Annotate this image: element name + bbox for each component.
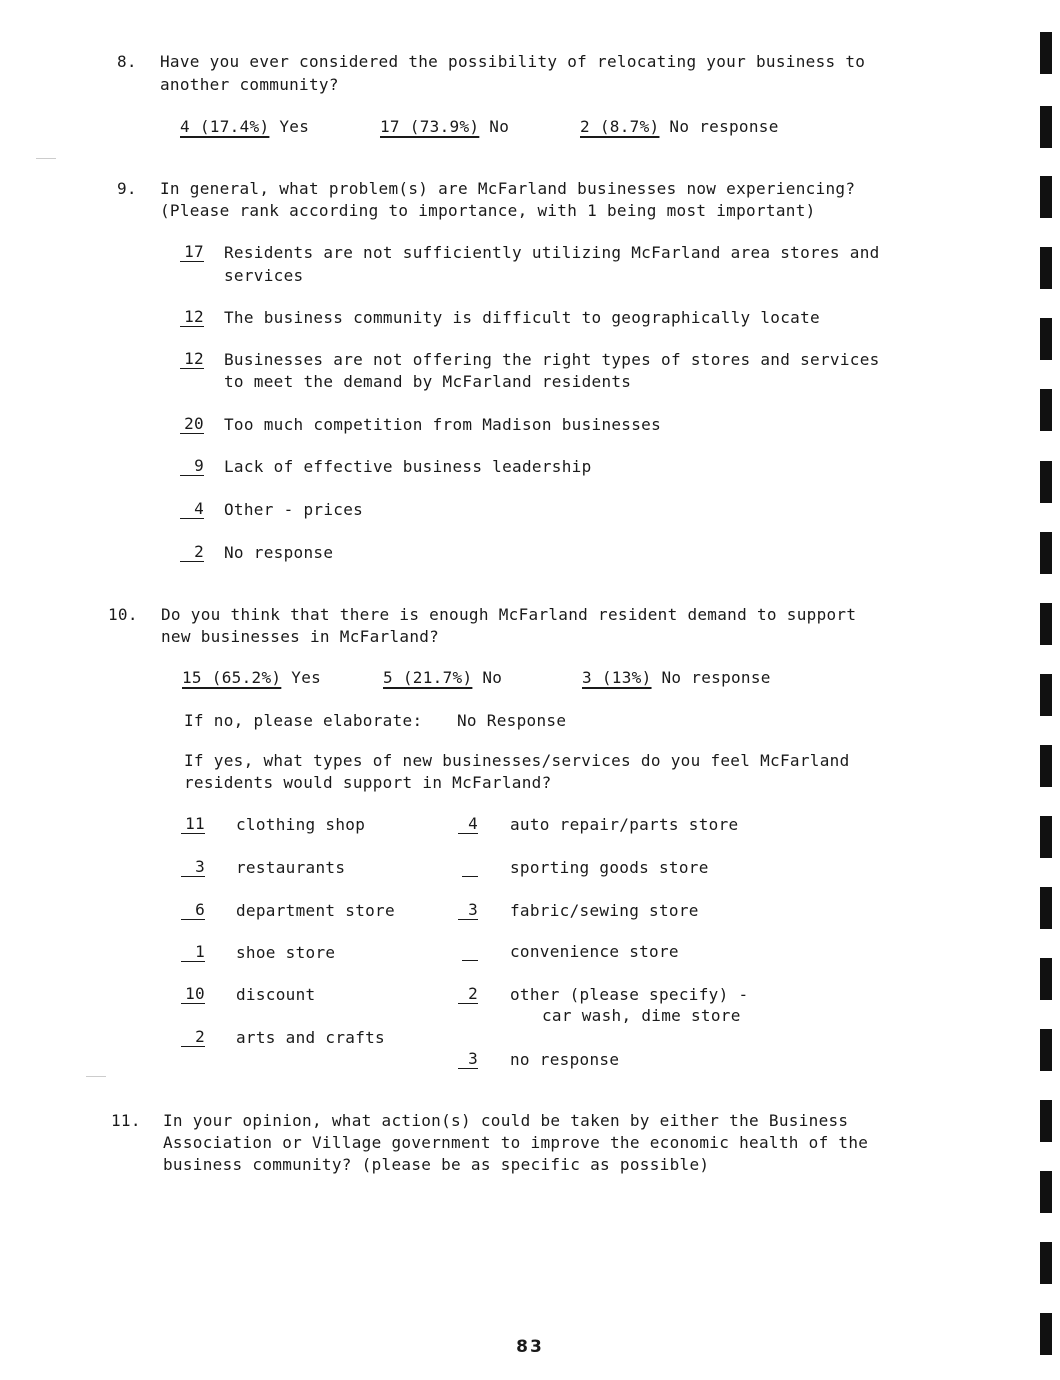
business-type: shoe store xyxy=(236,943,336,962)
business-type: sporting goods store xyxy=(510,858,709,877)
business-type: convenience store xyxy=(510,942,679,961)
problem-item: services xyxy=(224,266,304,285)
problem-item: Lack of effective business leadership xyxy=(224,457,592,476)
problem-item: Too much competition from Madison businesses xyxy=(224,415,662,434)
binding-mark xyxy=(1040,958,1052,1000)
rank-value: 17 xyxy=(180,243,204,262)
business-type: fabric/sewing store xyxy=(510,901,699,920)
elaborate-prompt: If no, please elaborate: xyxy=(184,711,423,730)
binding-mark xyxy=(1040,32,1052,74)
binding-mark xyxy=(1040,745,1052,787)
answer-count: 2 (8.7%) xyxy=(580,117,660,136)
problem-item: The business community is difficult to geographically locate xyxy=(224,308,820,327)
answer-label: No response xyxy=(669,117,779,136)
rank-value: 12 xyxy=(180,350,204,369)
problem-item: No response xyxy=(224,543,334,562)
business-type: no response xyxy=(510,1050,620,1069)
business-count xyxy=(462,942,478,961)
business-type: arts and crafts xyxy=(236,1028,385,1047)
binding-mark xyxy=(1040,887,1052,929)
business-type: auto repair/parts store xyxy=(510,815,739,834)
answer-count: 4 (17.4%) xyxy=(180,117,270,136)
elaborate-response: No Response xyxy=(457,711,567,730)
question-text: In general, what problem(s) are McFarland businesses now experiencing? xyxy=(160,179,856,198)
answer-option xyxy=(180,117,309,136)
binding-mark xyxy=(1040,176,1052,218)
binding-mark xyxy=(1040,1171,1052,1213)
rank-value: 12 xyxy=(180,308,204,327)
problem-item: Residents are not sufficiently utilizing McFarland area stores and xyxy=(224,243,880,262)
answer-label: Yes xyxy=(279,117,310,136)
scan-mark xyxy=(86,1076,106,1077)
answer-count: 17 (73.9%) xyxy=(380,117,480,136)
binding-mark xyxy=(1040,816,1052,858)
answer-count: 15 (65.2%) xyxy=(182,668,282,687)
question-number: 8. xyxy=(117,52,137,71)
rank-value: 2 xyxy=(180,543,204,562)
followup-question: If yes, what types of new businesses/services do you feel McFarland xyxy=(184,751,850,770)
question-text: Association or Village government to improve the economic health of the xyxy=(163,1133,869,1152)
answer-option xyxy=(182,668,321,687)
binding-mark xyxy=(1040,674,1052,716)
business-count: 11 xyxy=(181,815,205,834)
business-count xyxy=(462,858,478,877)
business-count: 6 xyxy=(181,901,205,920)
problem-item: Businesses are not offering the right types of stores and services xyxy=(224,350,880,369)
answer-label: No xyxy=(489,117,510,136)
question-text: (Please rank according to importance, with 1 being most important) xyxy=(160,201,816,220)
binding-mark xyxy=(1040,532,1052,574)
business-count: 4 xyxy=(458,815,478,834)
question-number: 10. xyxy=(108,605,138,624)
followup-question: residents would support in McFarland? xyxy=(184,773,552,792)
binding-mark xyxy=(1040,1100,1052,1142)
binding-mark xyxy=(1040,603,1052,645)
rank-value: 4 xyxy=(180,500,204,519)
business-count: 3 xyxy=(181,858,205,877)
binding-mark xyxy=(1040,106,1052,148)
business-type: discount xyxy=(236,985,316,1004)
answer-count: 3 (13%) xyxy=(582,668,652,687)
answer-option xyxy=(582,668,771,687)
answer-label: No xyxy=(482,668,503,687)
question-text: In your opinion, what action(s) could be taken by either the Business xyxy=(163,1111,849,1130)
business-count: 3 xyxy=(458,901,478,920)
business-count: 2 xyxy=(181,1028,205,1047)
business-type-detail: car wash, dime store xyxy=(542,1006,741,1025)
business-type: department store xyxy=(236,901,395,920)
question-text: Do you think that there is enough McFarland resident demand to support xyxy=(161,605,857,624)
page-number: 83 xyxy=(516,1337,544,1357)
question-text: another community? xyxy=(160,75,339,94)
problem-item: to meet the demand by McFarland residents xyxy=(224,372,632,391)
binding-mark xyxy=(1040,1313,1052,1355)
answer-option xyxy=(580,117,779,136)
business-count: 1 xyxy=(181,943,205,962)
business-count: 2 xyxy=(458,985,478,1004)
binding-mark xyxy=(1040,318,1052,360)
answer-count: 5 (21.7%) xyxy=(383,668,473,687)
rank-value: 9 xyxy=(180,457,204,476)
binding-mark xyxy=(1040,1029,1052,1071)
binding-mark xyxy=(1040,1242,1052,1284)
answer-label: Yes xyxy=(291,668,322,687)
business-type: restaurants xyxy=(236,858,346,877)
business-type: other (please specify) - xyxy=(510,985,749,1004)
business-type: clothing shop xyxy=(236,815,366,834)
answer-option xyxy=(380,117,509,136)
binding-mark xyxy=(1040,389,1052,431)
problem-item: Other - prices xyxy=(224,500,364,519)
rank-value: 20 xyxy=(180,415,204,434)
binding-mark xyxy=(1040,247,1052,289)
question-text: business community? (please be as specific as possible) xyxy=(163,1155,710,1174)
question-text: new businesses in McFarland? xyxy=(161,627,440,646)
answer-label: No response xyxy=(661,668,771,687)
scan-mark xyxy=(36,158,56,159)
business-count: 3 xyxy=(458,1050,478,1069)
question-number: 11. xyxy=(111,1111,141,1130)
question-text: Have you ever considered the possibility of relocating your business to xyxy=(160,52,866,71)
business-count: 10 xyxy=(181,985,205,1004)
question-number: 9. xyxy=(117,179,137,198)
binding-mark xyxy=(1040,461,1052,503)
answer-option xyxy=(383,668,502,687)
